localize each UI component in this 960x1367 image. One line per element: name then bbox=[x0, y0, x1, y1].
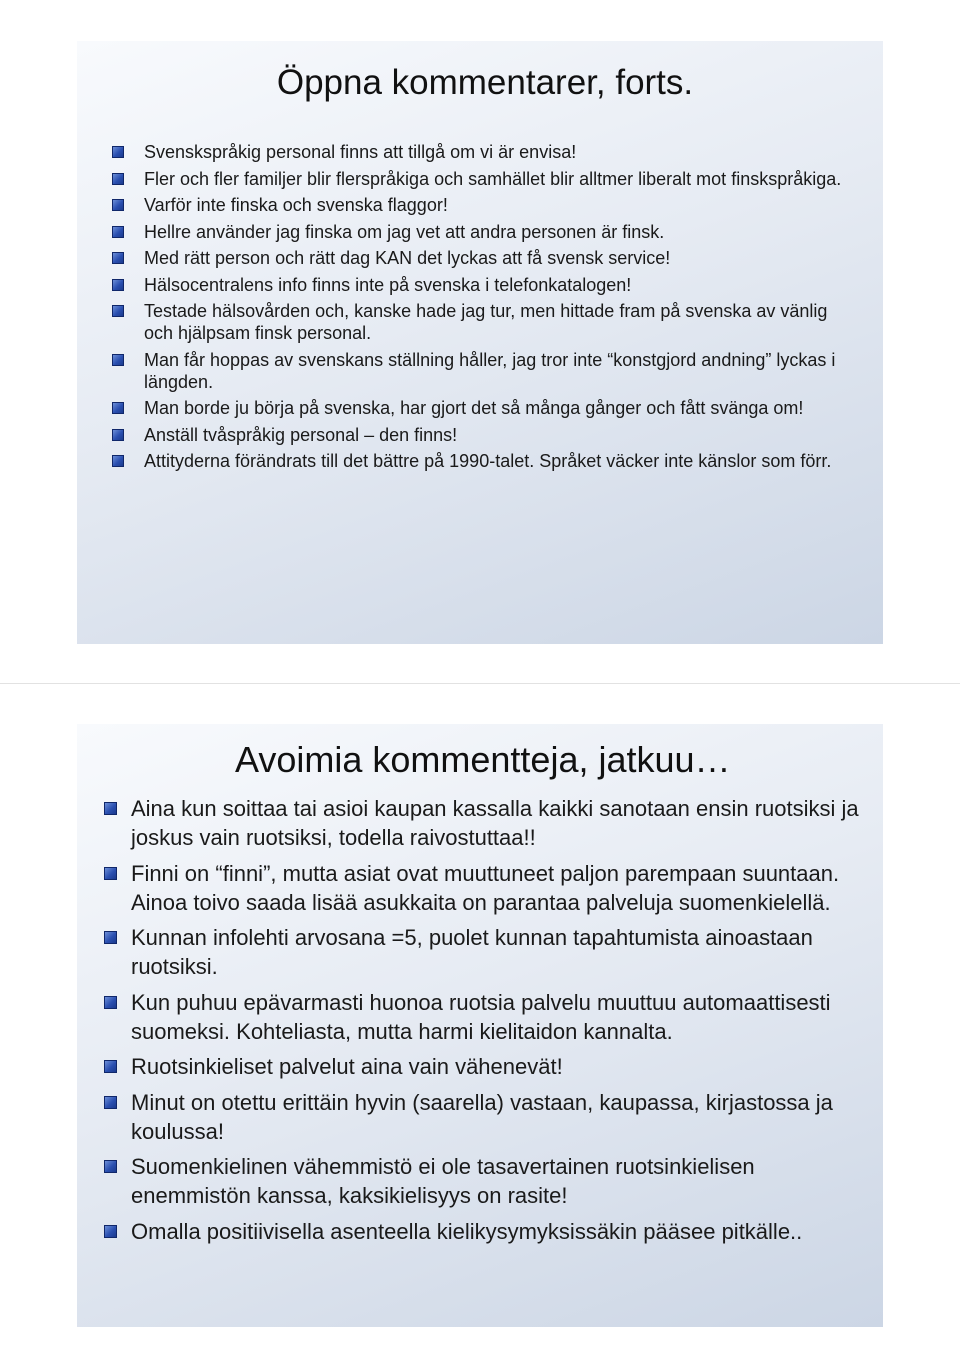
slide-1-bullet-list bbox=[112, 141, 852, 477]
square-bullet-icon bbox=[112, 305, 124, 317]
bullet-text: Med rätt person och rätt dag KAN det lyckas att få svensk service! bbox=[144, 248, 671, 268]
square-bullet-icon bbox=[112, 173, 124, 185]
square-bullet-icon bbox=[112, 146, 124, 158]
bullet-text: Kunnan infolehti arvosana =5, puolet kunnan tapahtumista ainoastaan ruotsiksi. bbox=[131, 925, 813, 979]
bullet-item bbox=[104, 1152, 874, 1210]
bullet-text: Fler och fler familjer blir flerspråkiga och samhället blir alltmer liberalt mot finskspråkiga. bbox=[144, 168, 842, 189]
square-bullet-icon bbox=[112, 199, 124, 211]
bullet-item bbox=[112, 397, 852, 419]
bullet-text: Varför inte finska och svenska flaggor! bbox=[144, 195, 448, 215]
bullet-text: Anställ tvåspråkig personal – den finns! bbox=[144, 424, 458, 445]
bullet-text: Finni on “finni”, mutta asiat ovat muuttuneet paljon parempaan suuntaan. Ainoa toivo saada lisää asukkaita on parantaa palveluja suomenkielellä. bbox=[131, 860, 840, 915]
bullet-text: Attityderna förändrats till det bättre på 1990-talet. Språket väcker inte känslor som förr. bbox=[144, 451, 832, 471]
bullet-text: Omalla positiivisella asenteella kielikysymyksissäkin pääsee pitkälle.. bbox=[131, 1218, 803, 1244]
bullet-item bbox=[104, 794, 874, 852]
bullet-item bbox=[112, 424, 852, 446]
bullet-item bbox=[112, 221, 852, 243]
bullet-text: Testade hälsovården och, kanske hade jag tur, men hittade fram på svenska av vänlig och hjälpsam finsk personal. bbox=[144, 301, 828, 343]
bullet-item bbox=[112, 300, 852, 344]
square-bullet-icon bbox=[104, 1225, 117, 1238]
bullet-item bbox=[104, 859, 874, 917]
square-bullet-icon bbox=[104, 867, 117, 880]
square-bullet-icon bbox=[112, 455, 124, 467]
bullet-item bbox=[112, 168, 852, 190]
bullet-text: Kun puhuu epävarmasti huonoa ruotsia palvelu muuttuu automaattisesti suomeksi. Kohteliasta, mutta harmi kielitaidon kannalta. bbox=[131, 989, 831, 1044]
bullet-item bbox=[112, 450, 852, 472]
slide-2-bullet-list bbox=[104, 794, 874, 1252]
bullet-text: Hellre använder jag finska om jag vet att andra personen är finsk. bbox=[144, 221, 665, 242]
bullet-item bbox=[104, 1088, 874, 1146]
bullet-item bbox=[104, 1217, 874, 1246]
square-bullet-icon bbox=[112, 402, 124, 414]
page-divider bbox=[0, 683, 960, 684]
square-bullet-icon bbox=[104, 1060, 117, 1073]
bullet-text: Suomenkielinen vähemmistö ei ole tasavertainen ruotsinkielisen enemmistön kanssa, kaksikielisyys on rasite! bbox=[131, 1154, 755, 1208]
bullet-item bbox=[112, 349, 852, 393]
bullet-text: Svenskspråkig personal finns att tillgå om vi är envisa! bbox=[144, 142, 577, 162]
bullet-item bbox=[104, 923, 874, 981]
square-bullet-icon bbox=[104, 931, 117, 944]
slide-2 bbox=[77, 724, 883, 1327]
square-bullet-icon bbox=[112, 252, 124, 264]
square-bullet-icon bbox=[112, 226, 124, 238]
bullet-text: Minut on otettu erittäin hyvin (saarella) vastaan, kaupassa, kirjastossa ja koulussa! bbox=[131, 1089, 833, 1144]
bullet-text: Man borde ju börja på svenska, har gjort det så många gånger och fått svänga om! bbox=[144, 398, 804, 418]
square-bullet-icon bbox=[104, 802, 117, 815]
square-bullet-icon bbox=[112, 354, 124, 366]
bullet-text: Ruotsinkieliset palvelut aina vain vähenevät! bbox=[131, 1054, 563, 1079]
slide-1 bbox=[77, 41, 883, 644]
bullet-item bbox=[104, 988, 874, 1046]
bullet-text: Aina kun soittaa tai asioi kaupan kassalla kaikki sanotaan ensin ruotsiksi ja joskus vain ruotsiksi, todella raivostuttaa!! bbox=[131, 796, 859, 850]
square-bullet-icon bbox=[104, 1160, 117, 1173]
bullet-item bbox=[112, 194, 852, 216]
square-bullet-icon bbox=[112, 429, 124, 441]
square-bullet-icon bbox=[112, 279, 124, 291]
bullet-text: Man får hoppas av svenskans ställning håller, jag tror inte “konstgjord andning” lyckas i längden. bbox=[144, 349, 836, 392]
bullet-item bbox=[112, 247, 852, 269]
bullet-item bbox=[112, 274, 852, 296]
bullet-text: Hälsocentralens info finns inte på svenska i telefonkatalogen! bbox=[144, 274, 632, 295]
square-bullet-icon bbox=[104, 1096, 117, 1109]
square-bullet-icon bbox=[104, 996, 117, 1009]
slide-2-title: Avoimia kommentteja, jatkuu… bbox=[235, 739, 731, 780]
bullet-item bbox=[104, 1052, 874, 1081]
slide-1-title: Öppna kommentarer, forts. bbox=[276, 63, 694, 102]
bullet-item bbox=[112, 141, 852, 163]
